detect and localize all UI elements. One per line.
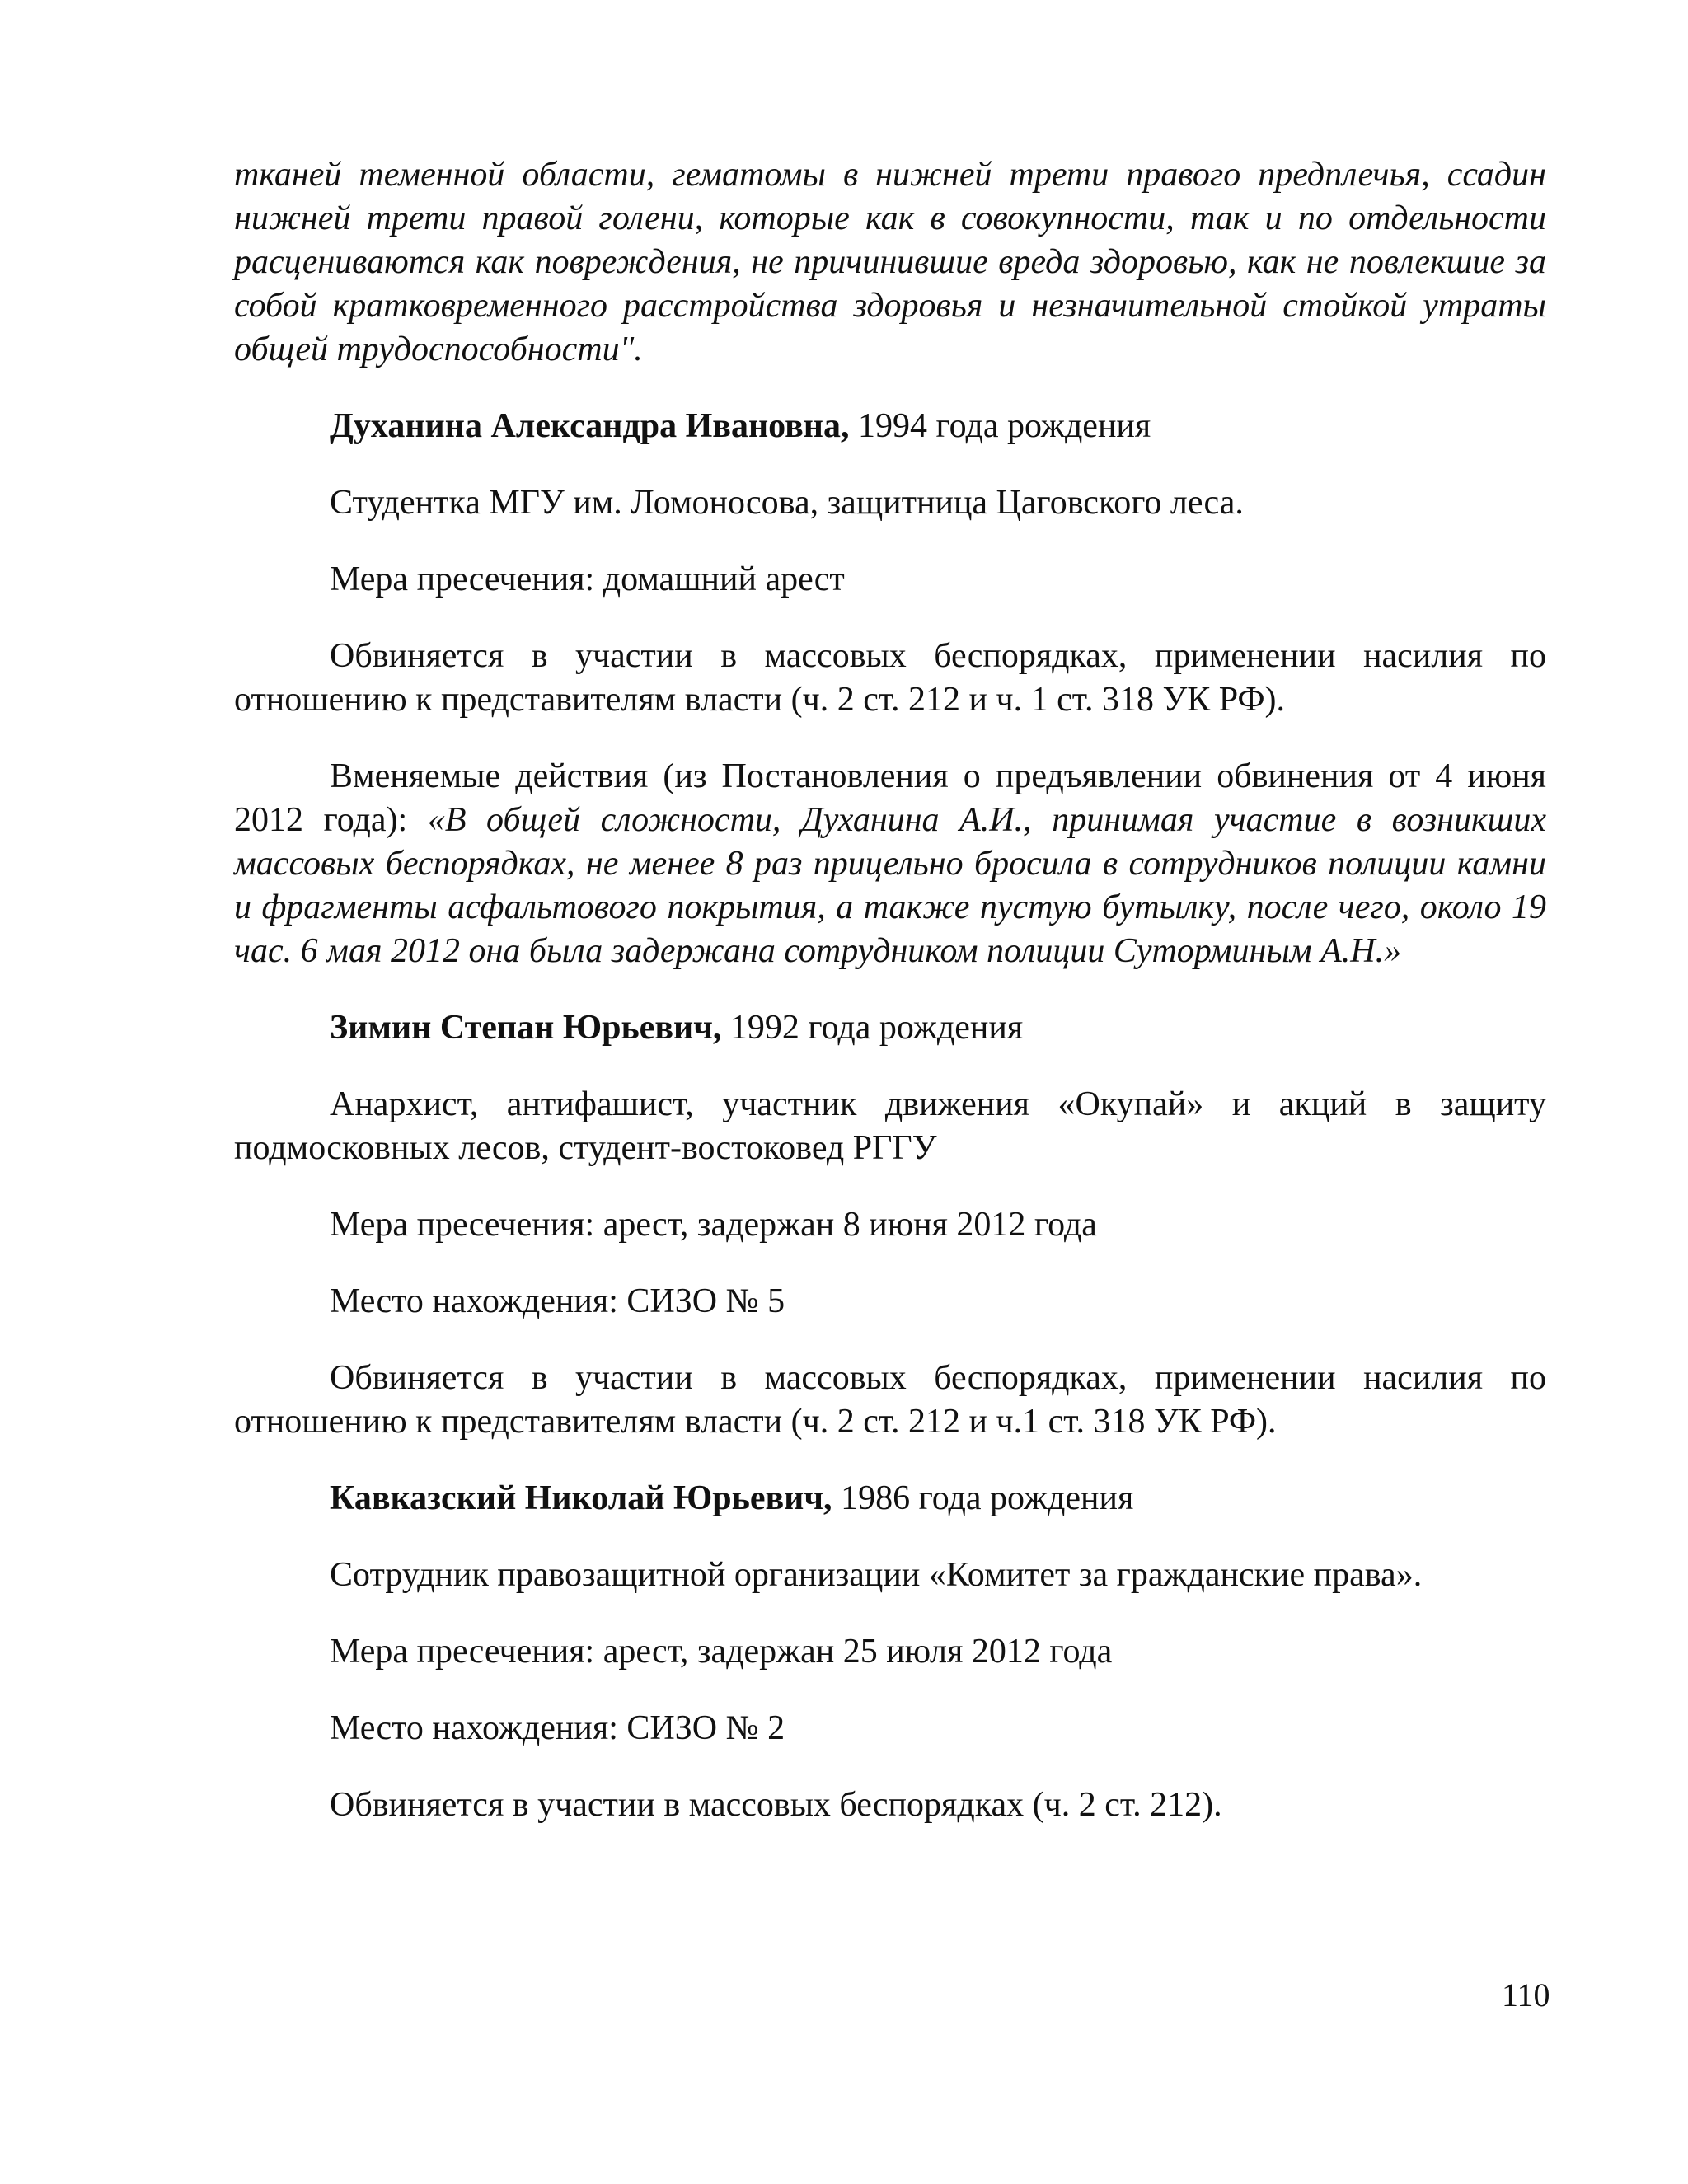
- detention-location: Место нахождения: СИЗО № 5: [330, 1282, 785, 1320]
- intro-quote-continuation: тканей теменной области, гематомы в нижней трети правого предплечья, ссадин нижней трети правой голени, которые как в совокупности, так и по отдельности расцениваются как повреждения, не причинившие вреда здоровью, как не повлекшие за собой кратковременного расстройства здоровья и незначительной стойкой утраты общей трудоспособности".: [234, 156, 1546, 368]
- person-description: Студентка МГУ им. Ломоносова, защитница Цаговского леса.: [330, 484, 1244, 522]
- person-heading-dukhanina: [234, 405, 1546, 448]
- person-heading-zimin: [234, 1006, 1546, 1050]
- person-birth: 1986 года рождения: [832, 1479, 1134, 1517]
- charge-text: Обвиняется в участии в массовых беспорядках (ч. 2 ст. 212).: [330, 1786, 1222, 1824]
- person-birth: 1994 года рождения: [849, 407, 1151, 445]
- person-name: Зимин Степан Юрьевич,: [330, 1009, 722, 1047]
- charge-text: Обвиняется в участии в массовых беспорядках, применении насилия по отношению к представителям власти (ч. 2 ст. 212 и ч.1 ст. 318 УК РФ).: [234, 1359, 1546, 1441]
- preventive-measure: Мера пресечения: арест, задержан 25 июля 2012 года: [330, 1633, 1113, 1671]
- charge-text: Обвиняется в участии в массовых беспорядках, применении насилия по отношению к представителям власти (ч. 2 ст. 212 и ч. 1 ст. 318 УК РФ).: [234, 637, 1546, 719]
- person-name: Кавказский Николай Юрьевич,: [330, 1479, 832, 1517]
- document-page: [234, 153, 1546, 1860]
- person-description: Анархист, антифашист, участник движения «Окупай» и акций в защиту подмосковных лесов, студент-востоковед РГГУ: [234, 1085, 1546, 1167]
- preventive-measure: Мера пресечения: арест, задержан 8 июня 2012 года: [330, 1206, 1097, 1244]
- page-number: 110: [1502, 1976, 1550, 2013]
- person-description: Сотрудник правозащитной организации «Комитет за гражданские права».: [330, 1556, 1423, 1594]
- alleged-actions-quote: «В общей сложности, Духанина А.И., принимая участие в возникших массовых беспорядках, не менее 8 раз прицельно бросила в сотрудников полиции камни и фрагменты асфальтового покрытия, а также пустую бутылку, после чего, около 19 час. 6 мая 2012 она была задержана сотрудником полиции Суторминым А.Н.»: [234, 801, 1546, 970]
- person-birth: 1992 года рождения: [721, 1009, 1024, 1047]
- alleged-actions: [234, 755, 1546, 973]
- person-name: Духанина Александра Ивановна,: [330, 407, 850, 445]
- person-heading-kavkazsky: [234, 1477, 1546, 1521]
- preventive-measure: Мера пресечения: домашний арест: [330, 560, 845, 598]
- detention-location: Место нахождения: СИЗО № 2: [330, 1709, 785, 1747]
- alleged-actions-intro: Вменяемые действия (из Постановления о предъявлении обвинения от 4 июня 2012 года):: [234, 757, 1546, 839]
